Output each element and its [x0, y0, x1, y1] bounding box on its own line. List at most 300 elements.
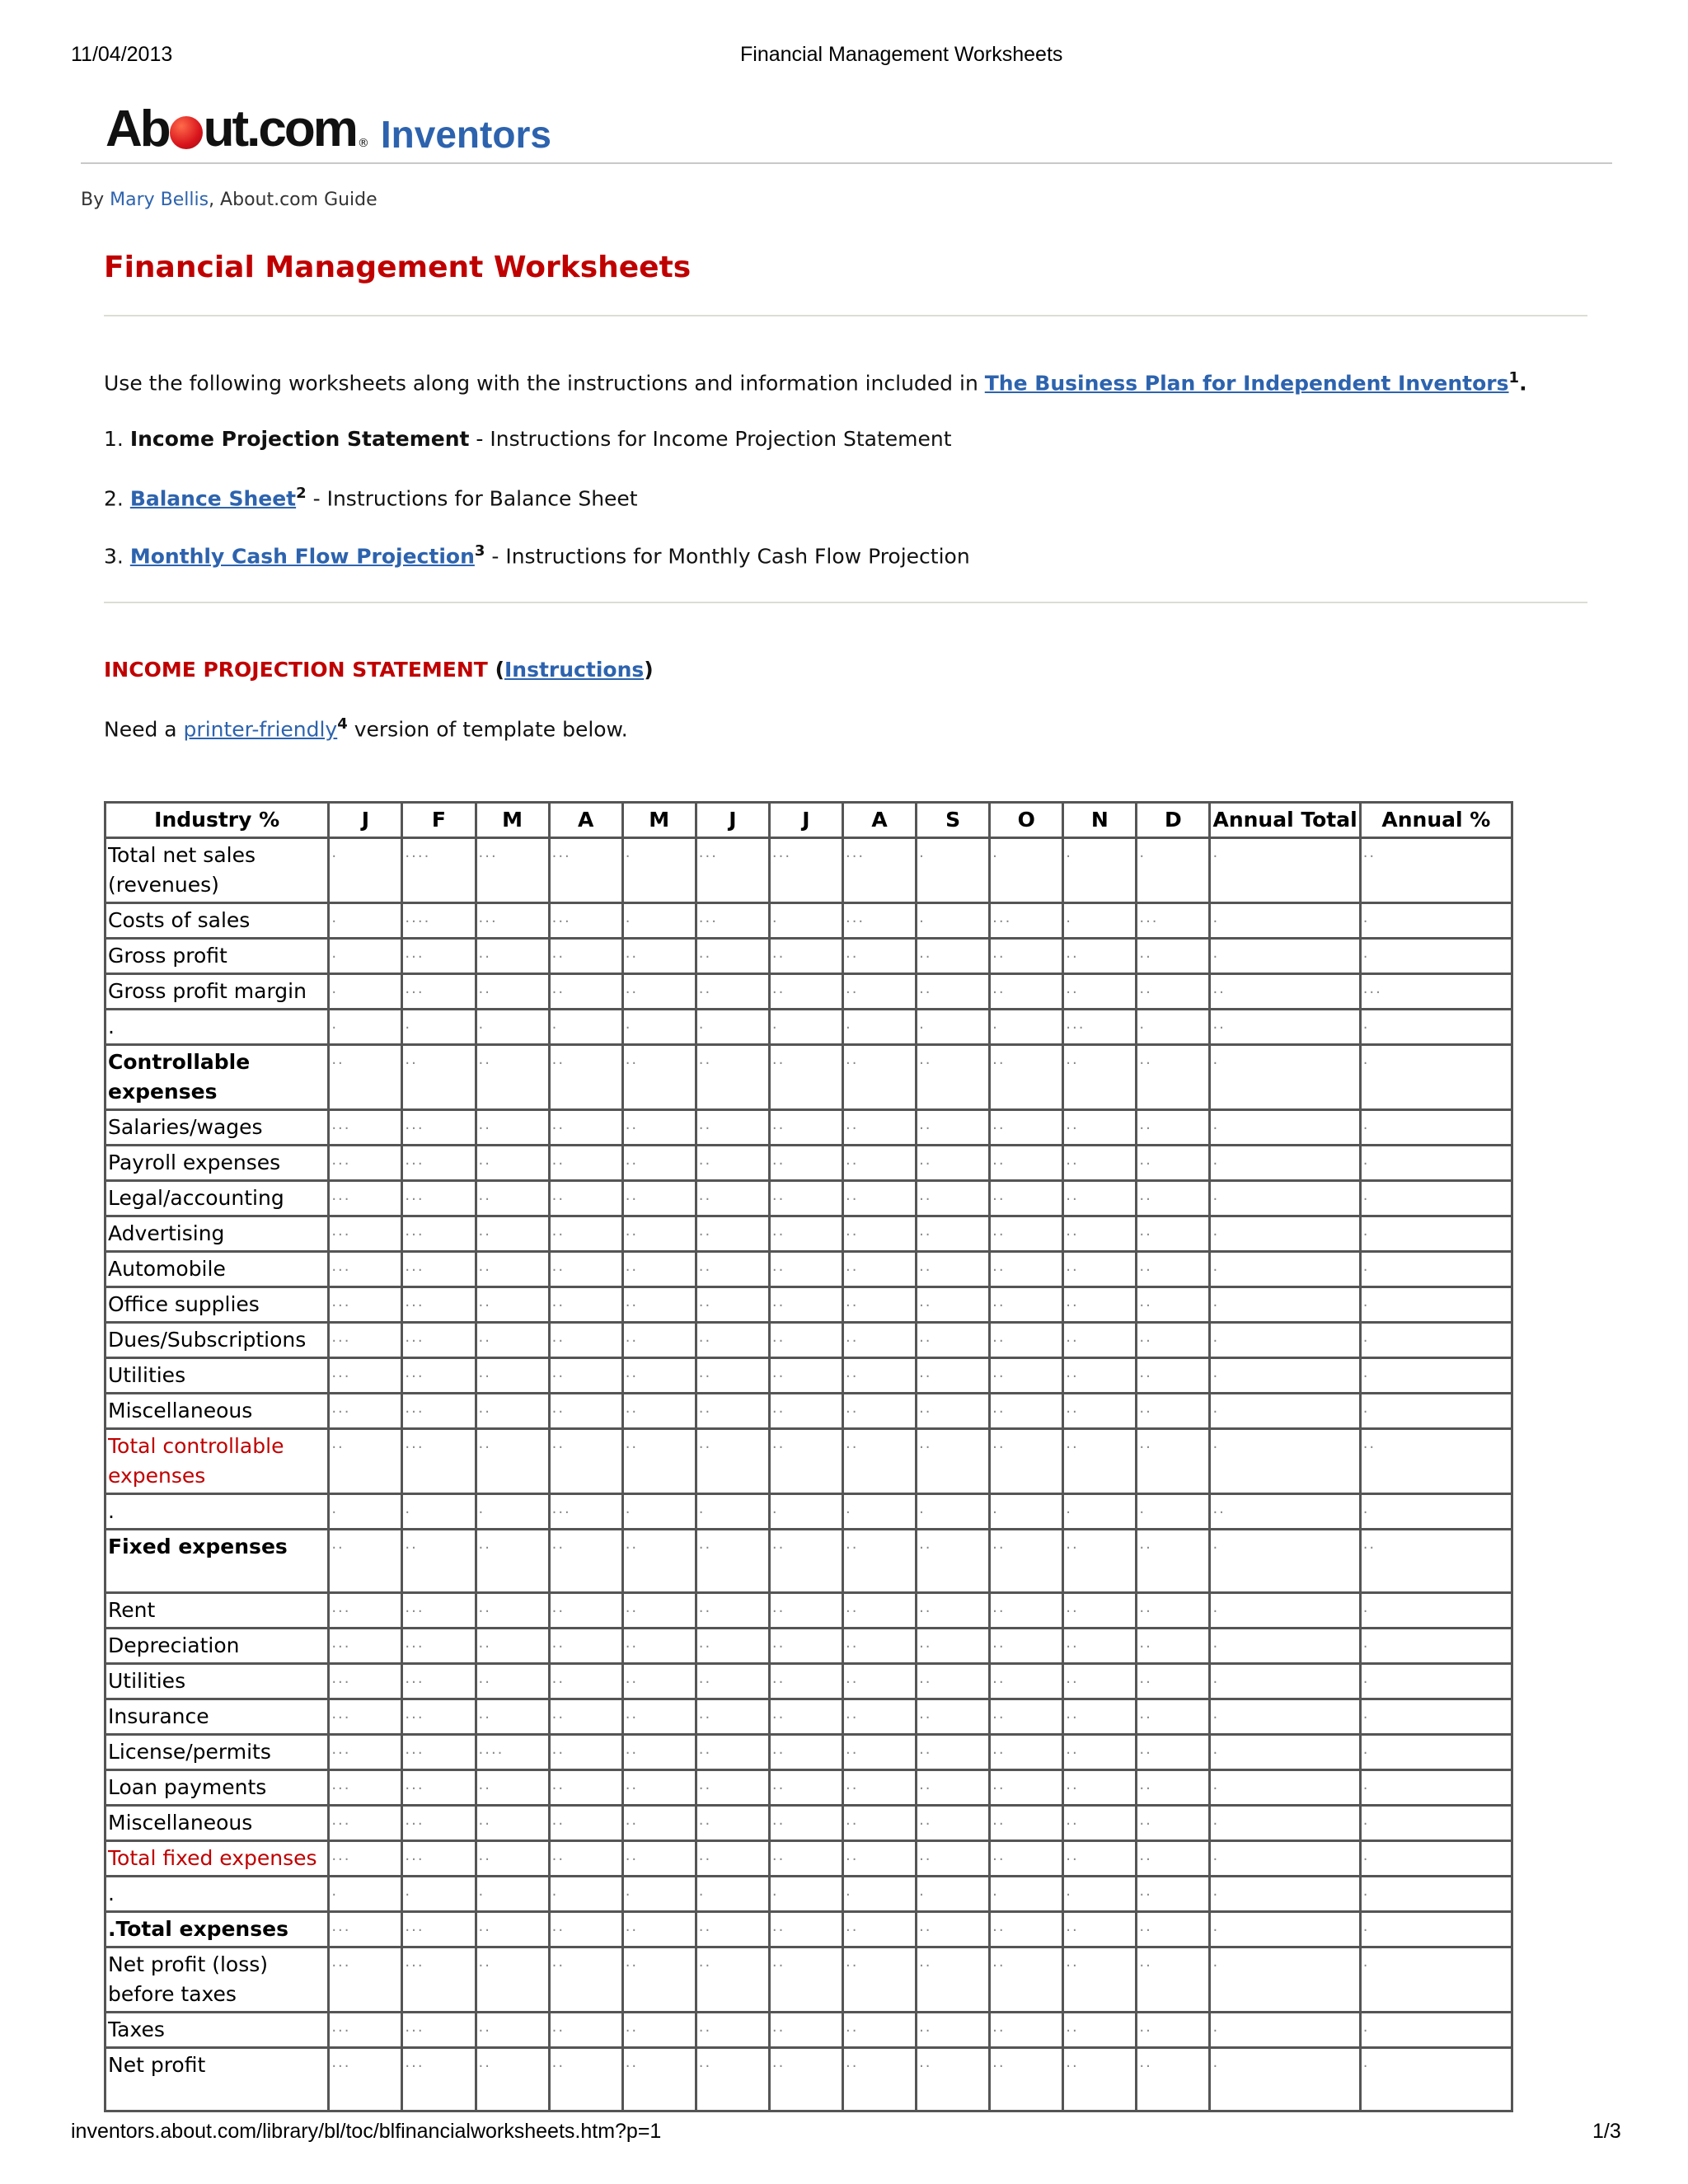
table-cell[interactable]: ... — [402, 1770, 476, 1806]
table-cell[interactable]: .. — [917, 1806, 990, 1841]
table-cell[interactable]: . — [549, 1010, 622, 1045]
table-cell[interactable]: .. — [917, 1841, 990, 1877]
table-cell[interactable]: .. — [622, 1110, 696, 1146]
table-cell[interactable]: .. — [1137, 1045, 1210, 1110]
table-cell[interactable]: . — [1210, 1394, 1360, 1429]
table-cell[interactable]: ... — [402, 1699, 476, 1735]
table-cell[interactable]: .. — [990, 1045, 1063, 1110]
table-cell[interactable]: .. — [622, 1287, 696, 1323]
balance-sheet-link[interactable]: Balance Sheet — [129, 486, 297, 511]
table-cell[interactable]: .. — [1137, 1806, 1210, 1841]
table-cell[interactable]: ... — [402, 939, 476, 974]
table-cell[interactable]: .. — [917, 1770, 990, 1806]
table-cell[interactable]: .. — [990, 1530, 1063, 1593]
table-cell[interactable]: .. — [1137, 1110, 1210, 1146]
table-cell[interactable]: . — [549, 1877, 622, 1912]
table-cell[interactable]: .. — [990, 1735, 1063, 1770]
table-cell[interactable]: ... — [329, 1252, 402, 1287]
table-cell[interactable]: .. — [1063, 1806, 1137, 1841]
table-cell[interactable]: .. — [1137, 1912, 1210, 1947]
table-cell[interactable]: .. — [696, 1699, 769, 1735]
table-cell[interactable]: .. — [1137, 1530, 1210, 1593]
table-cell[interactable]: .. — [549, 1323, 622, 1358]
table-cell[interactable]: .. — [842, 1735, 916, 1770]
table-cell[interactable]: .. — [1137, 1394, 1210, 1429]
table-cell[interactable]: .. — [549, 1841, 622, 1877]
table-cell[interactable]: .. — [990, 1252, 1063, 1287]
table-cell[interactable]: . — [1210, 1699, 1360, 1735]
table-cell[interactable]: .. — [696, 974, 769, 1010]
table-cell[interactable]: ... — [402, 1252, 476, 1287]
table-cell[interactable]: .. — [696, 2013, 769, 2048]
table-cell[interactable]: .. — [1210, 1010, 1360, 1045]
table-cell[interactable]: .. — [842, 1146, 916, 1181]
table-cell[interactable]: .. — [622, 1770, 696, 1806]
table-cell[interactable]: .. — [769, 1530, 842, 1593]
table-cell[interactable]: . — [1210, 1947, 1360, 2013]
table-cell[interactable]: .. — [842, 1664, 916, 1699]
table-cell[interactable]: .. — [549, 1806, 622, 1841]
table-cell[interactable]: .. — [476, 2048, 549, 2111]
table-cell[interactable]: .. — [842, 2048, 916, 2111]
table-cell[interactable]: . — [402, 1877, 476, 1912]
table-cell[interactable]: . — [1210, 1358, 1360, 1394]
instructions-link[interactable]: Instructions — [504, 658, 645, 682]
table-cell[interactable]: .. — [476, 1358, 549, 1394]
table-cell[interactable]: .. — [990, 1841, 1063, 1877]
table-cell[interactable]: . — [476, 1877, 549, 1912]
table-cell[interactable]: . — [990, 838, 1063, 903]
table-cell[interactable]: . — [1210, 1841, 1360, 1877]
table-cell[interactable]: ... — [476, 903, 549, 939]
table-cell[interactable]: .. — [549, 939, 622, 974]
table-cell[interactable]: .. — [622, 1806, 696, 1841]
table-cell[interactable]: .. — [476, 1323, 549, 1358]
table-cell[interactable]: .. — [549, 1181, 622, 1216]
table-cell[interactable]: .. — [476, 1664, 549, 1699]
table-cell[interactable]: .. — [1137, 1181, 1210, 1216]
table-cell[interactable]: .. — [769, 1216, 842, 1252]
table-cell[interactable]: ... — [402, 2048, 476, 2111]
table-cell[interactable]: . — [1210, 2048, 1360, 2111]
table-cell[interactable]: . — [1210, 838, 1360, 903]
table-cell[interactable]: ... — [329, 1735, 402, 1770]
table-cell[interactable]: .... — [402, 903, 476, 939]
table-cell[interactable]: ... — [549, 838, 622, 903]
table-cell[interactable]: .. — [917, 1323, 990, 1358]
table-cell[interactable]: .. — [1137, 1735, 1210, 1770]
table-cell[interactable]: ... — [1360, 974, 1512, 1010]
table-cell[interactable]: ... — [1063, 1010, 1137, 1045]
table-cell[interactable]: .. — [549, 1593, 622, 1629]
table-cell[interactable]: .. — [549, 1699, 622, 1735]
table-cell[interactable]: .. — [1360, 838, 1512, 903]
table-cell[interactable]: . — [1063, 838, 1137, 903]
table-cell[interactable]: ... — [402, 1912, 476, 1947]
table-cell[interactable]: ... — [329, 1699, 402, 1735]
table-cell[interactable]: .. — [1137, 1664, 1210, 1699]
table-cell[interactable]: . — [329, 1010, 402, 1045]
table-cell[interactable]: .. — [769, 1664, 842, 1699]
printer-friendly-link[interactable]: printer-friendly — [183, 717, 338, 742]
table-cell[interactable]: .. — [990, 2013, 1063, 2048]
table-cell[interactable]: ... — [842, 903, 916, 939]
table-cell[interactable]: ... — [402, 1216, 476, 1252]
table-cell[interactable]: .. — [842, 1806, 916, 1841]
table-cell[interactable]: . — [1210, 1323, 1360, 1358]
table-cell[interactable]: .. — [1063, 1287, 1137, 1323]
table-cell[interactable]: .. — [917, 1593, 990, 1629]
table-cell[interactable]: .. — [769, 1629, 842, 1664]
table-cell[interactable]: .. — [842, 1216, 916, 1252]
table-cell[interactable]: .. — [696, 1252, 769, 1287]
table-cell[interactable]: .. — [1063, 1699, 1137, 1735]
table-cell[interactable]: .. — [769, 2013, 842, 2048]
table-cell[interactable]: . — [476, 1494, 549, 1530]
table-cell[interactable]: .. — [696, 1216, 769, 1252]
table-cell[interactable]: . — [696, 1010, 769, 1045]
table-cell[interactable]: .. — [842, 1110, 916, 1146]
table-cell[interactable]: .. — [917, 2048, 990, 2111]
table-cell[interactable]: . — [1360, 1494, 1512, 1530]
table-cell[interactable]: . — [1360, 1806, 1512, 1841]
table-cell[interactable]: .. — [769, 1841, 842, 1877]
table-cell[interactable]: . — [990, 1877, 1063, 1912]
table-cell[interactable]: . — [1210, 1181, 1360, 1216]
table-cell[interactable]: .. — [990, 974, 1063, 1010]
table-cell[interactable]: . — [622, 1010, 696, 1045]
table-cell[interactable]: .. — [917, 1735, 990, 1770]
table-cell[interactable]: . — [1360, 1181, 1512, 1216]
table-cell[interactable]: .. — [917, 1358, 990, 1394]
table-cell[interactable]: .. — [769, 1593, 842, 1629]
table-cell[interactable]: . — [1360, 1629, 1512, 1664]
table-cell[interactable]: .. — [476, 1530, 549, 1593]
table-cell[interactable]: .. — [696, 1146, 769, 1181]
table-cell[interactable]: .. — [476, 939, 549, 974]
table-cell[interactable]: . — [1360, 1947, 1512, 2013]
table-cell[interactable]: .. — [769, 1394, 842, 1429]
table-cell[interactable]: .. — [1137, 2048, 1210, 2111]
table-cell[interactable]: .. — [842, 1699, 916, 1735]
table-cell[interactable]: ... — [842, 838, 916, 903]
table-cell[interactable]: . — [1063, 903, 1137, 939]
table-cell[interactable]: .. — [622, 1429, 696, 1494]
table-cell[interactable]: . — [1210, 1806, 1360, 1841]
table-cell[interactable]: .. — [769, 1429, 842, 1494]
table-cell[interactable]: ... — [402, 1429, 476, 1494]
table-cell[interactable]: ... — [402, 1735, 476, 1770]
table-cell[interactable]: .. — [990, 1358, 1063, 1394]
table-cell[interactable]: ... — [402, 1358, 476, 1394]
table-cell[interactable]: ... — [402, 1947, 476, 2013]
table-cell[interactable]: .. — [842, 1181, 916, 1216]
table-cell[interactable]: .. — [696, 1181, 769, 1216]
table-cell[interactable]: .. — [329, 1045, 402, 1110]
table-cell[interactable]: .. — [990, 1110, 1063, 1146]
table-cell[interactable]: .. — [990, 1146, 1063, 1181]
table-cell[interactable]: . — [1360, 903, 1512, 939]
table-cell[interactable]: .. — [549, 2048, 622, 2111]
table-cell[interactable]: ... — [329, 1806, 402, 1841]
table-cell[interactable]: .. — [1063, 1216, 1137, 1252]
table-cell[interactable]: .. — [549, 1735, 622, 1770]
table-cell[interactable]: .. — [769, 1110, 842, 1146]
table-cell[interactable]: . — [1360, 1287, 1512, 1323]
table-cell[interactable]: .. — [769, 974, 842, 1010]
table-cell[interactable]: .. — [549, 1947, 622, 2013]
table-cell[interactable]: . — [1210, 1110, 1360, 1146]
table-cell[interactable]: .. — [622, 1045, 696, 1110]
table-cell[interactable]: ... — [402, 1146, 476, 1181]
table-cell[interactable]: ... — [402, 1110, 476, 1146]
table-cell[interactable]: . — [1210, 1045, 1360, 1110]
table-cell[interactable]: .. — [696, 2048, 769, 2111]
table-cell[interactable]: .. — [476, 1593, 549, 1629]
table-cell[interactable]: .. — [1063, 2048, 1137, 2111]
table-cell[interactable]: .. — [917, 1181, 990, 1216]
table-cell[interactable]: .. — [842, 1358, 916, 1394]
table-cell[interactable]: ... — [402, 1841, 476, 1877]
table-cell[interactable]: ... — [402, 1394, 476, 1429]
table-cell[interactable]: .. — [549, 1216, 622, 1252]
table-cell[interactable]: .. — [476, 1216, 549, 1252]
table-cell[interactable]: .. — [769, 1287, 842, 1323]
table-cell[interactable]: .. — [476, 1045, 549, 1110]
table-cell[interactable]: .. — [696, 1629, 769, 1664]
table-cell[interactable]: .. — [842, 1530, 916, 1593]
table-cell[interactable]: . — [1210, 1593, 1360, 1629]
table-cell[interactable]: ... — [329, 1629, 402, 1664]
table-cell[interactable]: .. — [990, 1770, 1063, 1806]
table-cell[interactable]: . — [1210, 1664, 1360, 1699]
table-cell[interactable]: ... — [329, 1394, 402, 1429]
table-cell[interactable]: .. — [549, 1045, 622, 1110]
table-cell[interactable]: .. — [1063, 1110, 1137, 1146]
table-cell[interactable]: . — [402, 1494, 476, 1530]
table-cell[interactable]: .. — [769, 2048, 842, 2111]
table-cell[interactable]: .. — [696, 1806, 769, 1841]
table-cell[interactable]: . — [1137, 838, 1210, 903]
table-cell[interactable]: .. — [769, 1770, 842, 1806]
table-cell[interactable]: .. — [476, 1181, 549, 1216]
table-cell[interactable]: .. — [842, 1252, 916, 1287]
table-cell[interactable]: ... — [329, 2013, 402, 2048]
table-cell[interactable]: .. — [842, 1912, 916, 1947]
table-cell[interactable]: .. — [842, 1045, 916, 1110]
table-cell[interactable]: .. — [622, 1947, 696, 2013]
table-cell[interactable]: .. — [1063, 1252, 1137, 1287]
table-cell[interactable]: . — [917, 903, 990, 939]
table-cell[interactable]: ... — [696, 903, 769, 939]
table-cell[interactable]: .. — [329, 1530, 402, 1593]
table-cell[interactable]: .. — [476, 1699, 549, 1735]
table-cell[interactable]: .. — [842, 1770, 916, 1806]
table-cell[interactable]: . — [1360, 1252, 1512, 1287]
table-cell[interactable]: ... — [402, 2013, 476, 2048]
table-cell[interactable]: .. — [1137, 1629, 1210, 1664]
table-cell[interactable]: .. — [622, 1181, 696, 1216]
table-cell[interactable]: .. — [622, 939, 696, 974]
table-cell[interactable]: . — [917, 838, 990, 903]
table-cell[interactable]: .. — [476, 1947, 549, 2013]
table-cell[interactable]: .. — [696, 1530, 769, 1593]
table-cell[interactable]: . — [1360, 1841, 1512, 1877]
table-cell[interactable]: ... — [696, 838, 769, 903]
table-cell[interactable]: .. — [917, 1110, 990, 1146]
table-cell[interactable]: ... — [549, 903, 622, 939]
table-cell[interactable]: .. — [549, 974, 622, 1010]
table-cell[interactable]: .. — [549, 1664, 622, 1699]
table-cell[interactable]: ... — [329, 1841, 402, 1877]
table-cell[interactable]: ... — [329, 1770, 402, 1806]
table-cell[interactable]: .. — [1063, 1947, 1137, 2013]
table-cell[interactable]: .. — [917, 1045, 990, 1110]
author-link[interactable]: Mary Bellis — [110, 190, 209, 210]
table-cell[interactable]: . — [917, 1877, 990, 1912]
table-cell[interactable]: ... — [402, 974, 476, 1010]
table-cell[interactable]: .. — [549, 1629, 622, 1664]
table-cell[interactable]: .. — [476, 1110, 549, 1146]
table-cell[interactable]: .. — [622, 2013, 696, 2048]
table-cell[interactable]: .. — [917, 1287, 990, 1323]
table-cell[interactable]: . — [1137, 1010, 1210, 1045]
table-cell[interactable]: ... — [476, 838, 549, 903]
table-cell[interactable]: ... — [329, 1216, 402, 1252]
table-cell[interactable]: . — [696, 1877, 769, 1912]
table-cell[interactable]: .. — [842, 1593, 916, 1629]
table-cell[interactable]: . — [1210, 1287, 1360, 1323]
table-cell[interactable]: .. — [1063, 1358, 1137, 1394]
table-cell[interactable]: . — [622, 903, 696, 939]
table-cell[interactable]: .. — [769, 1146, 842, 1181]
table-cell[interactable]: .. — [696, 1358, 769, 1394]
table-cell[interactable]: .. — [917, 1252, 990, 1287]
table-cell[interactable]: . — [769, 1010, 842, 1045]
table-cell[interactable]: .. — [842, 939, 916, 974]
table-cell[interactable]: ... — [769, 838, 842, 903]
table-cell[interactable]: . — [1210, 1252, 1360, 1287]
table-cell[interactable]: .. — [1063, 974, 1137, 1010]
table-cell[interactable]: . — [1360, 1912, 1512, 1947]
table-cell[interactable]: . — [1210, 1912, 1360, 1947]
table-cell[interactable]: .. — [476, 974, 549, 1010]
table-cell[interactable]: ... — [402, 1323, 476, 1358]
table-cell[interactable]: .. — [622, 1664, 696, 1699]
table-cell[interactable]: .. — [842, 1429, 916, 1494]
table-cell[interactable]: . — [1210, 1877, 1360, 1912]
table-cell[interactable]: .. — [990, 1181, 1063, 1216]
table-cell[interactable]: . — [1360, 1877, 1512, 1912]
table-cell[interactable]: .... — [402, 838, 476, 903]
table-cell[interactable]: .. — [696, 1323, 769, 1358]
table-cell[interactable]: .. — [696, 1770, 769, 1806]
table-cell[interactable]: .. — [476, 1287, 549, 1323]
table-cell[interactable]: ... — [329, 1181, 402, 1216]
table-cell[interactable]: . — [1360, 2048, 1512, 2111]
table-cell[interactable]: .. — [402, 1045, 476, 1110]
table-cell[interactable]: .. — [622, 1530, 696, 1593]
table-cell[interactable]: . — [329, 1494, 402, 1530]
table-cell[interactable]: .. — [622, 974, 696, 1010]
table-cell[interactable]: .. — [549, 1429, 622, 1494]
table-cell[interactable]: .. — [917, 1146, 990, 1181]
table-cell[interactable]: .. — [622, 1358, 696, 1394]
table-cell[interactable]: ... — [1137, 903, 1210, 939]
table-cell[interactable]: .. — [696, 1664, 769, 1699]
table-cell[interactable]: .. — [917, 974, 990, 1010]
table-cell[interactable]: .. — [842, 1394, 916, 1429]
table-cell[interactable]: . — [1063, 1877, 1137, 1912]
table-cell[interactable]: . — [1360, 1146, 1512, 1181]
table-cell[interactable]: .. — [622, 1252, 696, 1287]
table-cell[interactable]: .. — [1063, 1735, 1137, 1770]
business-plan-link[interactable]: The Business Plan for Independent Inventors — [984, 371, 1509, 396]
table-cell[interactable]: . — [1063, 1494, 1137, 1530]
table-cell[interactable]: .. — [622, 1735, 696, 1770]
table-cell[interactable]: .. — [917, 1394, 990, 1429]
table-cell[interactable]: .. — [1137, 1841, 1210, 1877]
table-cell[interactable]: .. — [990, 1664, 1063, 1699]
table-cell[interactable]: .. — [1063, 1841, 1137, 1877]
table-cell[interactable]: .. — [990, 1394, 1063, 1429]
table-cell[interactable]: ... — [402, 1629, 476, 1664]
table-cell[interactable]: .. — [622, 1323, 696, 1358]
table-cell[interactable]: . — [769, 1877, 842, 1912]
table-cell[interactable]: .. — [769, 1045, 842, 1110]
table-cell[interactable]: .. — [696, 1429, 769, 1494]
table-cell[interactable]: . — [1360, 1110, 1512, 1146]
table-cell[interactable]: .. — [917, 939, 990, 974]
table-cell[interactable]: . — [476, 1010, 549, 1045]
table-cell[interactable]: . — [1360, 1593, 1512, 1629]
table-cell[interactable]: . — [1360, 1735, 1512, 1770]
table-cell[interactable]: .. — [476, 1629, 549, 1664]
table-cell[interactable]: ... — [402, 1181, 476, 1216]
table-cell[interactable]: .. — [769, 939, 842, 974]
table-cell[interactable]: .. — [696, 1045, 769, 1110]
table-cell[interactable]: ... — [329, 1664, 402, 1699]
table-cell[interactable]: .. — [1137, 2013, 1210, 2048]
table-cell[interactable]: .. — [769, 1947, 842, 2013]
table-cell[interactable]: .. — [476, 2013, 549, 2048]
table-cell[interactable]: .. — [622, 1216, 696, 1252]
table-cell[interactable]: . — [1360, 1770, 1512, 1806]
table-cell[interactable]: .. — [842, 1287, 916, 1323]
table-cell[interactable]: . — [1360, 939, 1512, 974]
table-cell[interactable]: .. — [842, 1841, 916, 1877]
table-cell[interactable]: .. — [990, 1806, 1063, 1841]
table-cell[interactable]: .. — [917, 1629, 990, 1664]
table-cell[interactable]: .. — [1137, 1287, 1210, 1323]
table-cell[interactable]: .. — [1137, 1323, 1210, 1358]
table-cell[interactable]: .. — [769, 1806, 842, 1841]
table-cell[interactable]: .. — [769, 1699, 842, 1735]
table-cell[interactable]: .. — [990, 1429, 1063, 1494]
table-cell[interactable]: .. — [1063, 1181, 1137, 1216]
table-cell[interactable]: ... — [402, 1664, 476, 1699]
table-cell[interactable]: .. — [622, 1699, 696, 1735]
table-cell[interactable]: .. — [1210, 974, 1360, 1010]
table-cell[interactable]: .. — [990, 1947, 1063, 2013]
table-cell[interactable]: . — [329, 903, 402, 939]
table-cell[interactable]: .. — [696, 1287, 769, 1323]
table-cell[interactable]: .. — [696, 1110, 769, 1146]
table-cell[interactable]: .. — [622, 2048, 696, 2111]
table-cell[interactable]: .. — [842, 974, 916, 1010]
table-cell[interactable]: .. — [476, 1912, 549, 1947]
about-com-logo[interactable] — [106, 97, 551, 155]
